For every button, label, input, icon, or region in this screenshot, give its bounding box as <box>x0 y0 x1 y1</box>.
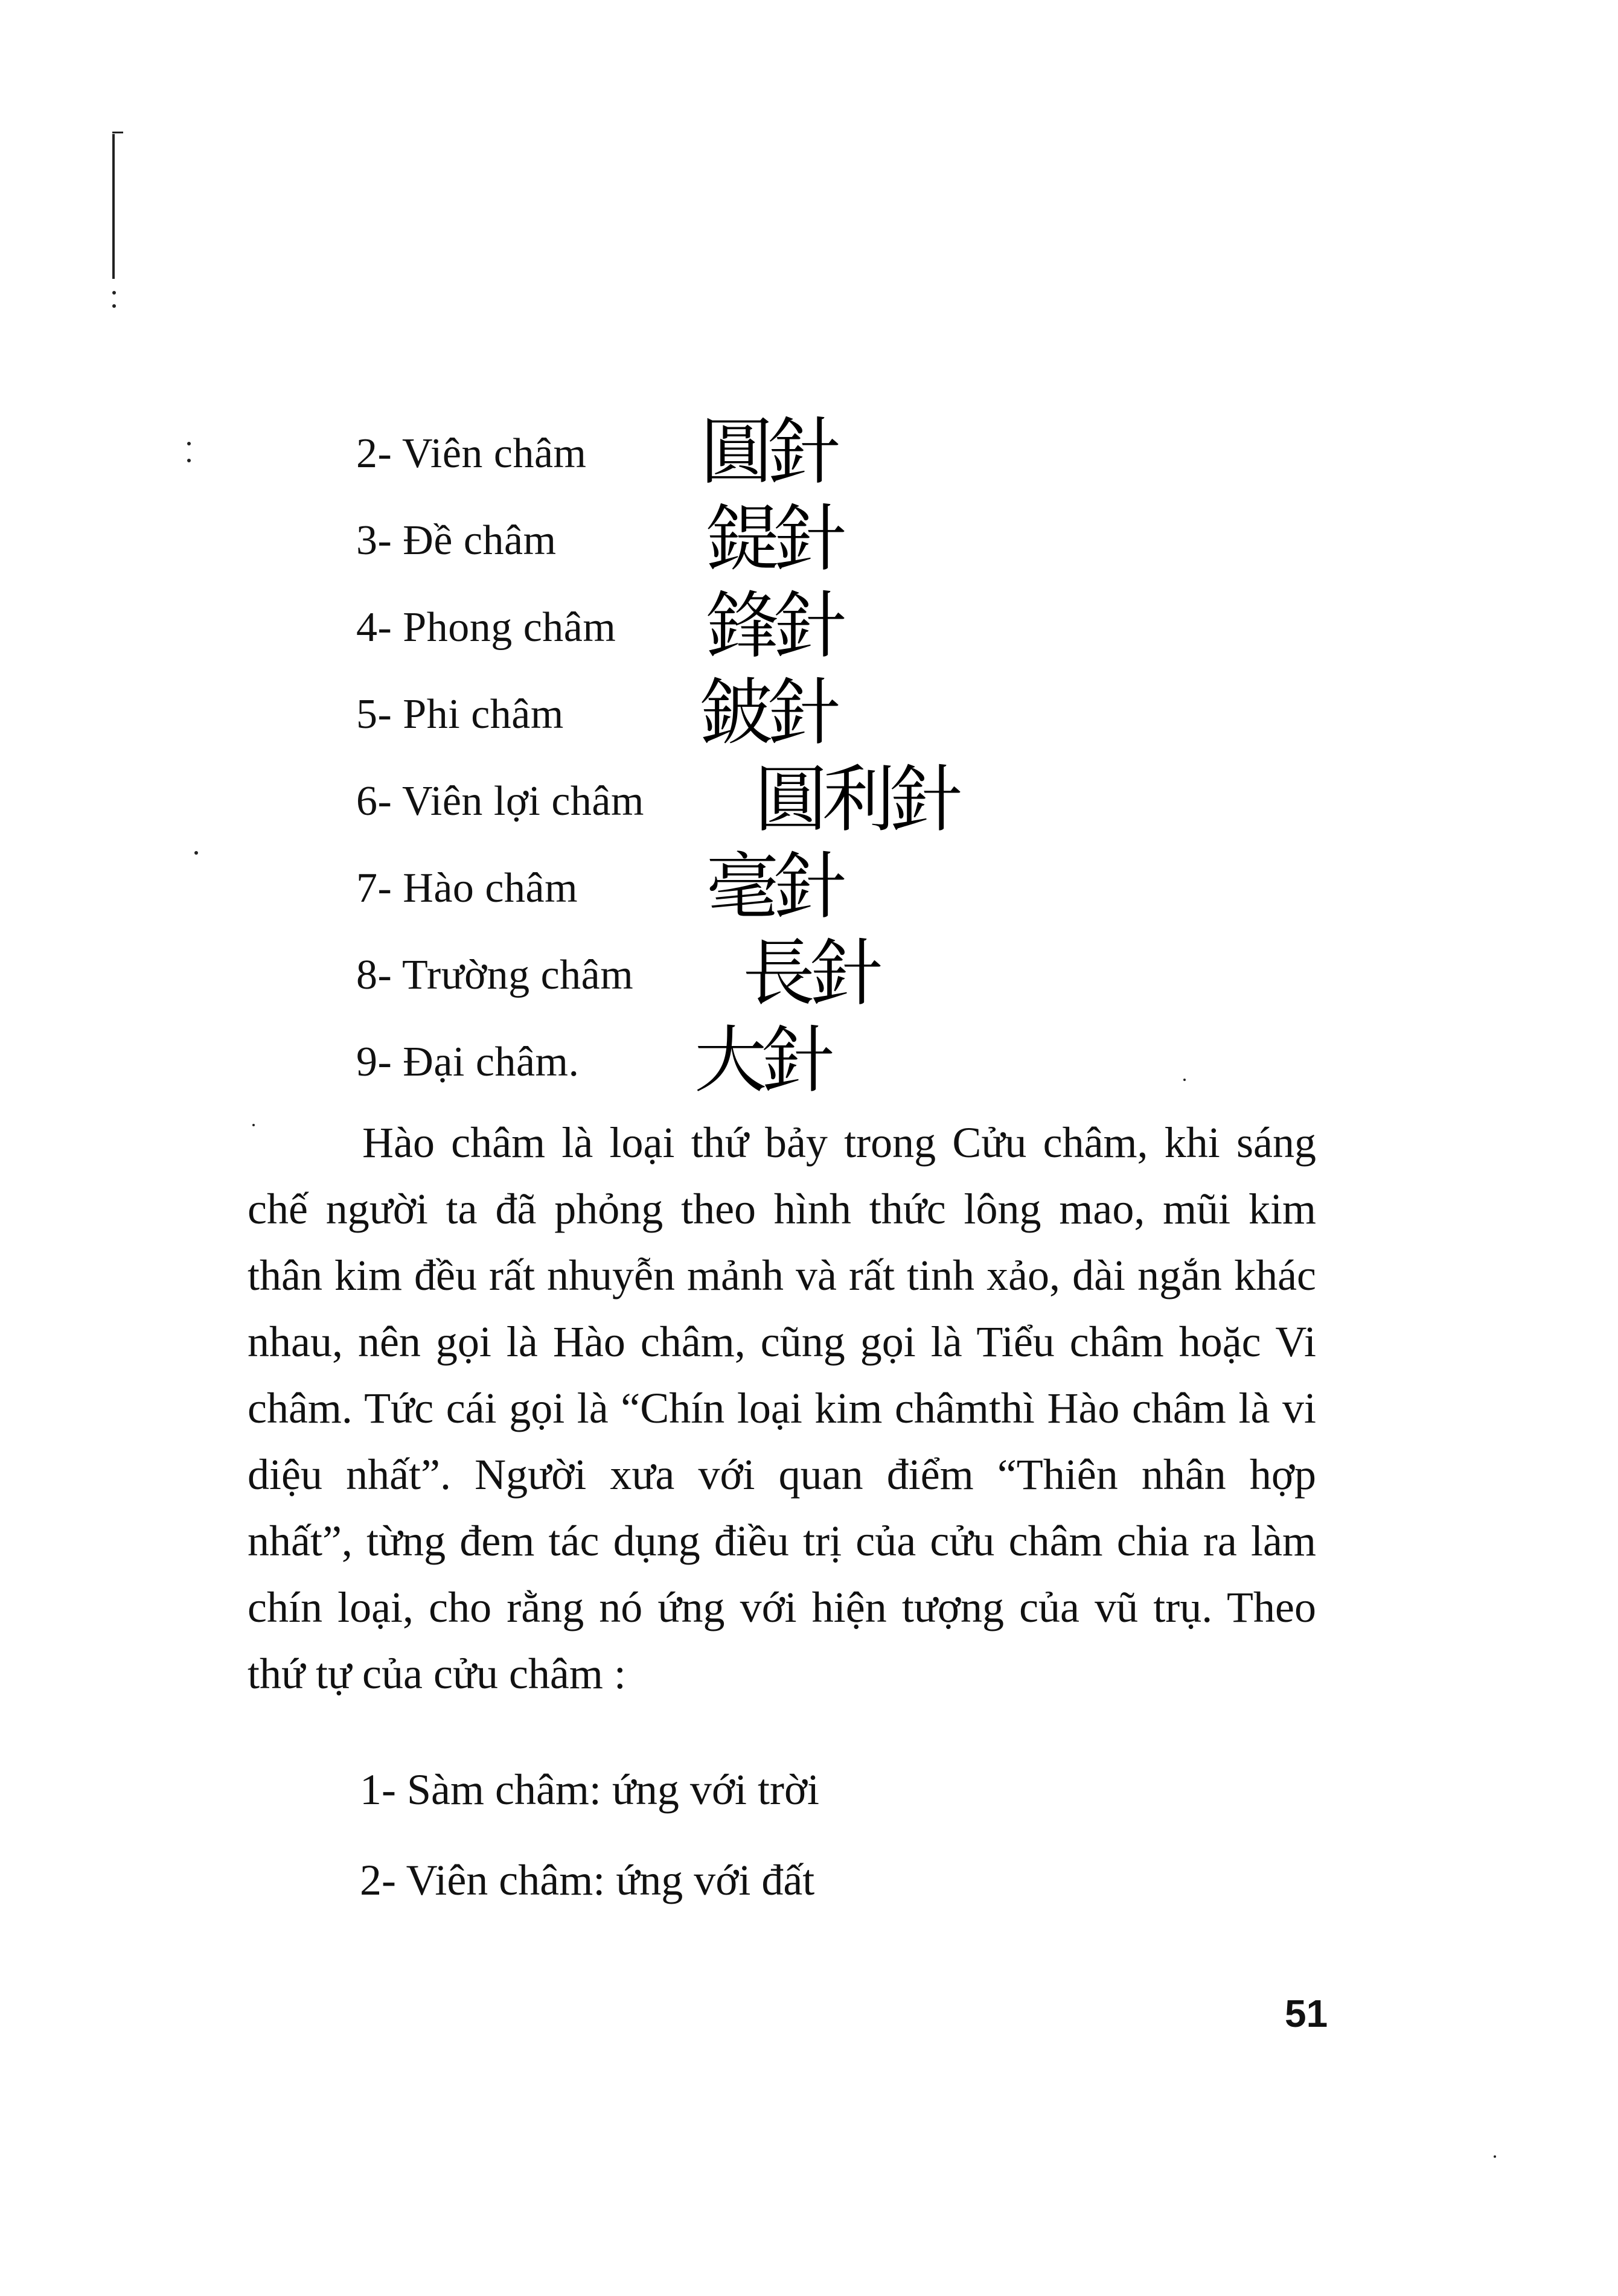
correspondence-list <box>360 1744 819 1925</box>
list-item <box>356 671 836 758</box>
needle-name: 3- Đề châm <box>356 517 557 564</box>
page-number: 51 <box>1285 1992 1328 2035</box>
needle-name: 5- Phi châm <box>356 691 564 738</box>
list-item <box>356 410 836 497</box>
needle-name: 2- Viên châm <box>356 430 587 477</box>
needle-name: 8- Trường châm <box>356 952 634 998</box>
needle-name: 6- Viên lợi châm <box>356 778 644 824</box>
scan-artifact <box>112 291 116 295</box>
body-paragraph: Hào châm là loại thứ bảy trong Cửu châm, khi sáng chế người ta đã phỏng theo hình thức lông mao, mũi kim thân kim đều rất nhuyễn mảnh và rất tinh xảo, dài ngắn khác nhau, nên gọi là Hào châm, cũng gọi là Tiểu châm hoặc Vi châm. Tức cái gọi là “Chín loại kim châmthì Hào châm là vi diệu nhất”. Người xưa với quan điểm “Thiên nhân hợp nhất”, từng đem tác dụng điều trị của cửu châm chia ra làm chín loại, cho rằng nó ứng với hiện tượng của vũ trụ. Theo thứ tự của cửu châm : <box>248 1118 1316 1698</box>
needle-name: 7- Hào châm <box>356 865 578 911</box>
needle-hanzi: 鋒針 <box>706 584 842 668</box>
needle-list <box>356 410 958 1106</box>
needle-name: 4- Phong châm <box>356 604 616 651</box>
list-item: 2- Viên châm: ứng với đất <box>360 1856 815 1904</box>
scan-artifact <box>112 304 116 308</box>
scan-artifact <box>187 459 191 462</box>
list-item <box>356 932 878 1019</box>
needle-hanzi: 毫針 <box>706 845 842 929</box>
needle-hanzi: 圓針 <box>700 410 836 494</box>
needle-hanzi: 鍉針 <box>706 497 842 581</box>
needle-name: 9- Đại châm. <box>356 1039 580 1085</box>
list-item <box>356 584 842 671</box>
scan-artifact <box>112 132 123 133</box>
needle-hanzi: 鈹針 <box>700 671 836 755</box>
needle-hanzi: 長針 <box>743 932 878 1016</box>
list-item <box>356 1019 830 1106</box>
list-item <box>356 758 958 845</box>
scan-artifact <box>194 851 198 855</box>
scan-artifact <box>112 134 115 279</box>
needle-hanzi: 大針 <box>694 1019 830 1103</box>
list-item <box>356 497 842 584</box>
scan-artifact <box>1494 2155 1496 2158</box>
list-item: 1- Sàm châm: ứng với trời <box>360 1765 820 1814</box>
scan-artifact <box>1183 1079 1186 1081</box>
scan-artifact <box>187 442 191 445</box>
list-item <box>356 845 842 932</box>
needle-hanzi: 圓利針 <box>755 758 958 842</box>
